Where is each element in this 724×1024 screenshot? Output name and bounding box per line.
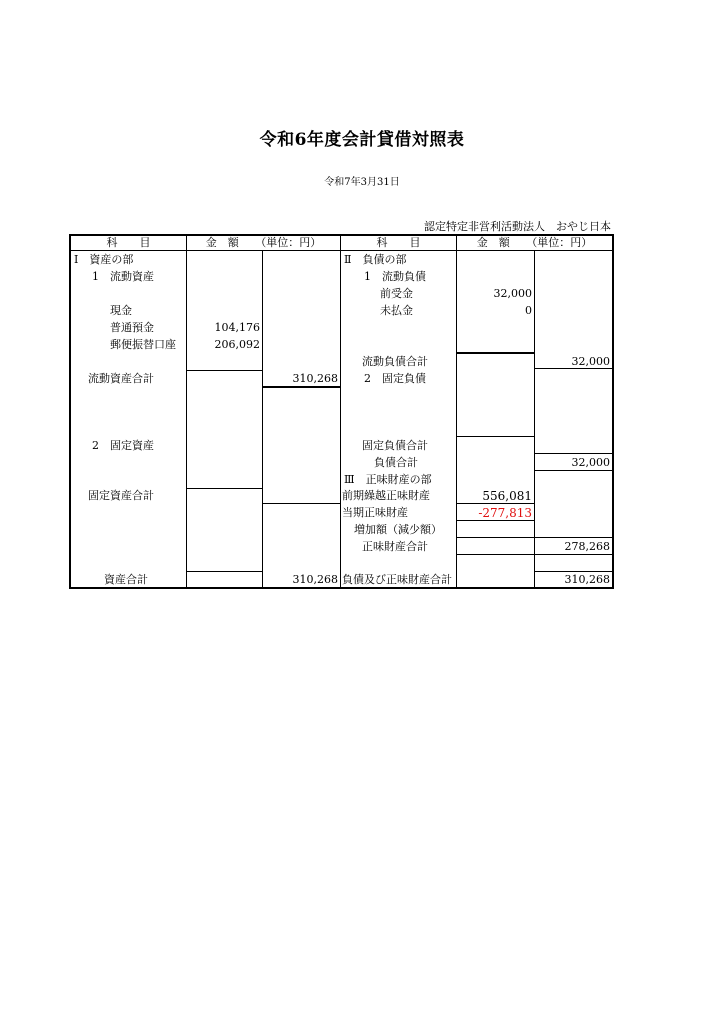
current-assets-total-value: 310,268 bbox=[292, 372, 338, 385]
left-line-a bbox=[186, 370, 262, 371]
header-bottom-border bbox=[69, 250, 613, 251]
liabilities-total-label: 負債合計 bbox=[374, 456, 418, 469]
right-line-b bbox=[534, 368, 612, 369]
left-line-d bbox=[262, 503, 340, 504]
right-line-a bbox=[456, 352, 534, 354]
right-line-i bbox=[534, 537, 612, 538]
right-line-c bbox=[456, 436, 534, 437]
current-liabilities-heading: 1 流動負債 bbox=[364, 270, 426, 283]
document-title: 令和6年度会計貸借対照表 bbox=[259, 130, 465, 150]
right-line-g bbox=[456, 520, 534, 521]
left-line-c bbox=[186, 488, 262, 489]
right-line-j bbox=[456, 554, 534, 555]
fixed-liabilities-total-label: 固定負債合計 bbox=[362, 439, 428, 452]
advance-value: 32,000 bbox=[493, 287, 532, 300]
assets-section-label: Ⅰ 資産の部 bbox=[74, 253, 134, 266]
accrued-label: 未払金 bbox=[380, 304, 413, 317]
accrued-value: 0 bbox=[525, 304, 532, 317]
fixed-liabilities-heading: 2 固定負債 bbox=[364, 372, 426, 385]
net-assets-total-label: 正味財産合計 bbox=[362, 540, 428, 553]
current-assets-heading: 1 流動資産 bbox=[92, 270, 154, 283]
header-right-amount: 金 額 （単位：円） bbox=[476, 236, 593, 249]
right-line-d bbox=[534, 453, 612, 454]
organization-name: 認定特定非営利活動法人 おやじ日本 bbox=[424, 220, 611, 233]
left-line-b bbox=[262, 386, 340, 388]
table-bottom-border bbox=[69, 587, 613, 589]
fixed-assets-heading: 2 固定資産 bbox=[92, 439, 154, 452]
net-assets-section-label: Ⅲ 正味財産の部 bbox=[344, 473, 432, 486]
col-divider-center bbox=[340, 234, 341, 588]
advance-label: 前受金 bbox=[380, 287, 413, 300]
grand-total-value: 310,268 bbox=[564, 573, 610, 586]
left-subcol-divider bbox=[262, 250, 263, 588]
deposit-value: 104,176 bbox=[214, 321, 260, 334]
deposit-label: 普通預金 bbox=[110, 321, 154, 334]
table-left-border bbox=[69, 234, 71, 589]
current-assets-total-label: 流動資産合計 bbox=[88, 372, 154, 385]
current-liabilities-total-value: 32,000 bbox=[571, 355, 610, 368]
table-right-border bbox=[612, 234, 614, 589]
right-line-e bbox=[534, 470, 612, 471]
fixed-assets-total-label: 固定資産合計 bbox=[88, 489, 154, 502]
prior-net-assets-label: 前期繰越正味財産 bbox=[342, 489, 430, 502]
prior-net-assets-value: 556,081 bbox=[482, 489, 532, 503]
postal-label: 郵便振替口座 bbox=[110, 338, 176, 351]
grand-total-label: 負債及び正味財産合計 bbox=[342, 573, 452, 586]
net-assets-total-value: 278,268 bbox=[564, 540, 610, 553]
current-liabilities-total-label: 流動負債合計 bbox=[362, 355, 428, 368]
col-divider-3 bbox=[456, 234, 457, 588]
col-divider-1 bbox=[186, 234, 187, 588]
assets-total-value: 310,268 bbox=[292, 573, 338, 586]
header-left-subject: 科 目 bbox=[106, 236, 151, 249]
cash-label: 現金 bbox=[110, 304, 132, 317]
liabilities-section-label: Ⅱ 負債の部 bbox=[344, 253, 407, 266]
right-line-k bbox=[534, 554, 612, 555]
header-right-subject: 科 目 bbox=[376, 236, 421, 249]
left-line-e bbox=[186, 571, 262, 572]
postal-value: 206,092 bbox=[214, 338, 260, 351]
right-line-l bbox=[534, 571, 612, 572]
current-net-assets-label: 当期正味財産 bbox=[342, 506, 408, 519]
right-line-f bbox=[456, 503, 534, 504]
liabilities-total-value: 32,000 bbox=[571, 456, 610, 469]
change-label: 増加額（減少額） bbox=[354, 523, 442, 536]
header-left-amount: 金 額 （単位：円） bbox=[205, 236, 322, 249]
right-line-h bbox=[456, 537, 534, 538]
current-net-assets-value: -277,813 bbox=[478, 506, 532, 520]
assets-total-label: 資産合計 bbox=[104, 573, 148, 586]
report-date: 令和7年3月31日 bbox=[324, 177, 400, 188]
